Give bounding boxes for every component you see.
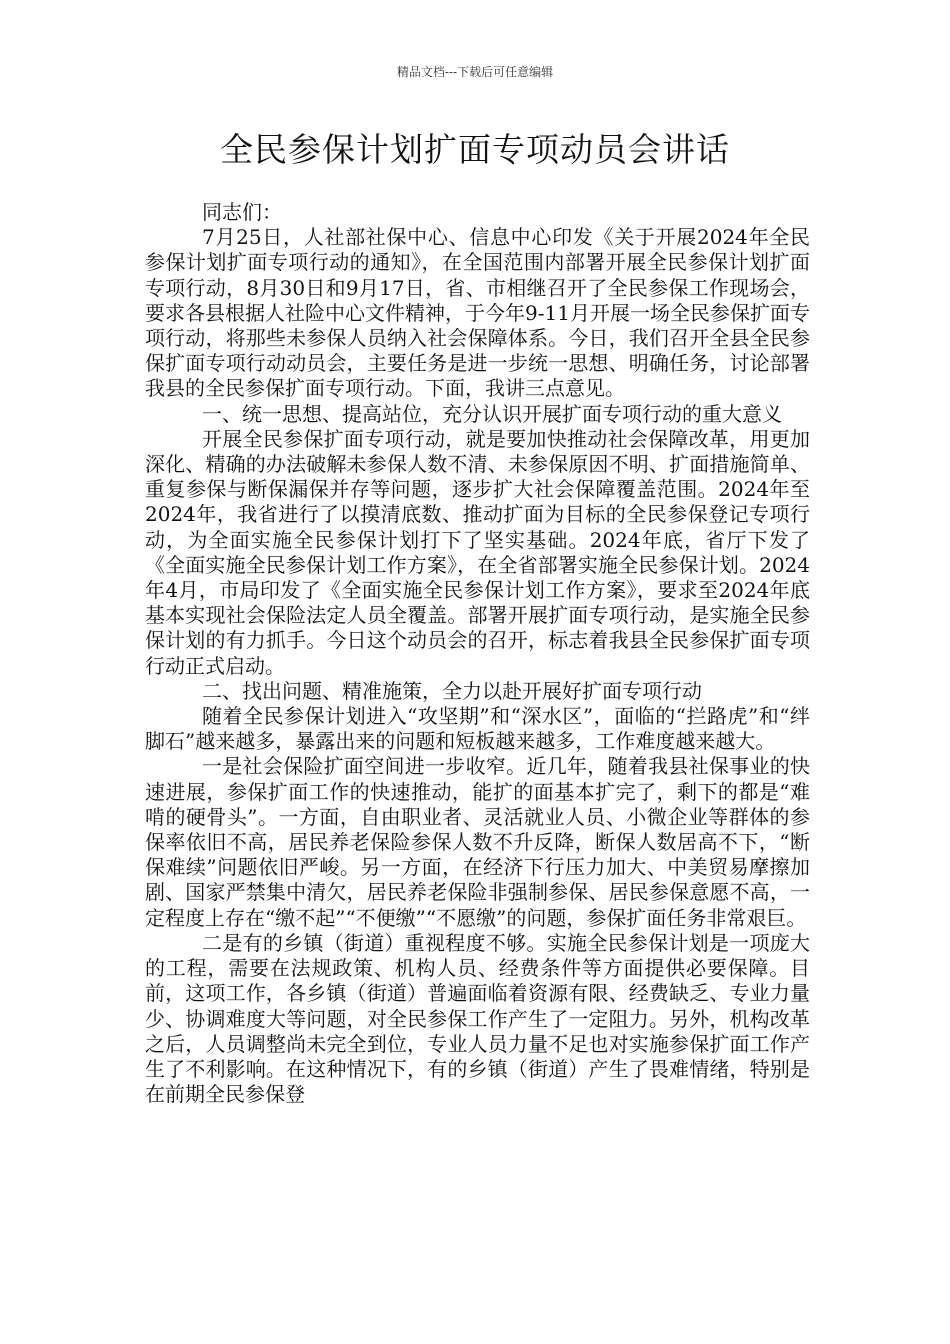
paragraph-significance: 开展全民参保扩面专项行动，就是要加快推动社会保障改革，用更加深化、精确的办法破解未参保人数不清、未参保原因不明、扩面措施简单、重复参保与断保漏保并存等问题，逐步扩大社会保障覆盖范围。2024年至2024年，我省进行了以摸清底数、推动扩面为目标的全民参保登记专项行动，为全面实施全民参保计划打下了坚实基础。2024年底，省厅下发了《全面实施全民参保计划工作方案》，在全省部署实施全民参保计划。2024年4月，市局印发了《全面实施全民参保计划工作方案》，要求至2024年底基本实现社会保险法定人员全覆盖。部署开展扩面专项行动，是实施全民参保计划的有力抓手。今日这个动员会的召开，标志着我县全民参保扩面专项行动正式启动。 <box>145 426 810 678</box>
section-heading-1: 一、统一思想、提高站位，充分认识开展扩面专项行动的重大意义 <box>202 401 782 426</box>
paragraph-intro: 7月25日，人社部社保中心、信息中心印发《关于开展2024年全民参保计划扩面专项行动的通知》，在全国范围内部署开展全民参保计划扩面专项行动，8月30日和9月17日，省、市相继召开了全民参保工作现场会，要求各县根据人社险中心文件精神，于今年9-11月开展一场全民参保扩面专项行动，将那些未参保人员纳入社会保障体系。今日，我们召开全县全民参保扩面专项行动动员会，主要任务是进一步统一思想、明确任务，讨论部署我县的全民参保扩面专项行动。下面，我讲三点意见。 <box>145 225 810 401</box>
paragraph-salutation: 同志们： <box>202 200 282 224</box>
document-body <box>145 200 810 1107</box>
paragraph-point-1: 一是社会保险扩面空间进一步收窄。近几年，随着我县社保事业的快速进展，参保扩面工作的快速推动，能扩的面基本扩完了，剩下的都是“难啃的硬骨头”。一方面，自由职业者、灵活就业人员、小微企业等群体的参保率依旧不高，居民养老保险参保人数不升反降，断保人数居高不下，“断保难续”问题依旧严峻。另一方面，在经济下行压力加大、中美贸易摩擦加剧、国家严禁集中清欠，居民养老保险非强制参保、居民参保意愿不高，一定程度上存在“缴不起”“不便缴”“不愿缴”的问题，参保扩面任务非常艰巨。 <box>145 754 810 930</box>
section-heading-2: 二、找出问题、精准施策，全力以赴开展好扩面专项行动 <box>202 678 702 703</box>
document-title: 全民参保计划扩面专项动员会讲话 <box>220 130 730 169</box>
paragraph-challenges: 随着全民参保计划进入“攻坚期”和“深水区”，面临的“拦路虎”和“绊脚石”越来越多，暴露出来的问题和短板越来越多，工作难度越来越大。 <box>145 704 810 754</box>
page-header: 精品文档---下载后可任意编辑 <box>396 65 554 79</box>
paragraph-point-2: 二是有的乡镇（街道）重视程度不够。实施全民参保计划是一项庞大的工程，需要在法规政策、机构人员、经费条件等方面提供必要保障。目前，这项工作，各乡镇（街道）普遍面临着资源有限、经费缺乏、专业力量少、协调难度大等问题，对全民参保工作产生了一定阻力。另外，机构改革之后，人员调整尚未完全到位，专业人员力量不足也对实施参保扩面工作产生了不利影响。在这种情况下，有的乡镇（街道）产生了畏难情绪，特别是在前期全民参保登 <box>145 930 810 1107</box>
